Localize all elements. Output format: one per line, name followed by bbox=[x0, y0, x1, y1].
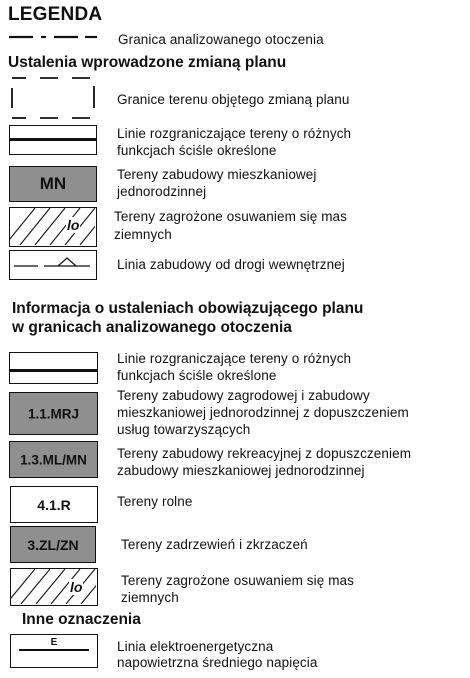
symbol-label: 1.1.MRJ bbox=[27, 406, 80, 421]
thick-line-icon bbox=[9, 352, 98, 384]
section-heading-current-plan-2: w granicach analizowanego otoczenia bbox=[12, 319, 292, 336]
legend-item-desc: Linia zabudowy od drogi wewnętrznej bbox=[117, 257, 345, 272]
section-heading-other: Inne oznaczenia bbox=[22, 611, 141, 628]
legend-item-desc: Granice terenu objętego zmianą planu bbox=[117, 92, 350, 107]
ml-mn-symbol bbox=[9, 441, 98, 478]
legend-item-desc: zabudowy mieszkaniowej jednorodzinnej bbox=[117, 463, 365, 478]
symbol-label: 4.1.R bbox=[37, 496, 71, 513]
legend-item-desc: Tereny rolne bbox=[117, 494, 193, 509]
analyzed-boundary-icon bbox=[8, 33, 98, 41]
symbol-label: MN bbox=[39, 174, 67, 193]
hatch-icon bbox=[10, 568, 98, 606]
mrj-symbol bbox=[9, 392, 98, 435]
section-heading-current-plan-1: Informacja o ustaleniach obowiązującego planu bbox=[12, 300, 364, 317]
legend-item-desc: Tereny zabudowy mieszkaniowej bbox=[117, 167, 317, 182]
building-line-icon bbox=[9, 250, 97, 280]
legend-item-desc: Tereny zadrzewień i zkrzaczeń bbox=[121, 537, 308, 552]
legend-item-desc: Linie rozgraniczające tereny o różnych bbox=[117, 126, 352, 141]
mn-symbol bbox=[9, 166, 97, 202]
symbol-label: E bbox=[50, 637, 58, 648]
power-line-icon bbox=[10, 634, 98, 668]
r-symbol bbox=[10, 486, 98, 523]
symbol-label: lo bbox=[67, 217, 80, 233]
legend-item-desc: funkcjach ściśle określone bbox=[117, 368, 277, 383]
dashed-boundary-icon bbox=[10, 76, 98, 120]
zl-zn-symbol bbox=[10, 526, 96, 563]
symbol-label: 3.ZL/ZN bbox=[27, 536, 79, 553]
hatch-icon bbox=[9, 207, 97, 247]
symbol-label: lo bbox=[70, 579, 83, 595]
legend-item-desc: napowietrzna średniego napięcia bbox=[117, 655, 318, 670]
legend-item-desc: Tereny zagrożone osuwaniem się mas bbox=[114, 209, 348, 224]
legend-item-desc: mieszkaniowej jednorodzinnej z dopuszczeniem bbox=[117, 405, 409, 420]
thick-line-icon bbox=[9, 125, 97, 155]
legend-item-desc: Linie rozgraniczające tereny o różnych bbox=[117, 351, 352, 366]
section-heading-plan-change: Ustalenia wprowadzone zmianą planu bbox=[8, 54, 287, 71]
legend-item-desc: Linia elektroenergetyczna bbox=[117, 639, 274, 654]
legend-item-desc: usług towarzyszących bbox=[117, 422, 251, 437]
legend-item-desc: ziemnych bbox=[121, 590, 179, 605]
legend-item-desc: funkcjach ściśle określone bbox=[117, 143, 277, 158]
symbol-label: 1.3.ML/MN bbox=[20, 452, 87, 467]
legend-title: LEGENDA bbox=[8, 4, 103, 25]
legend-item-desc: Tereny zagrożone osuwaniem się mas bbox=[121, 573, 355, 588]
legend-item-desc: jednorodzinnej bbox=[117, 184, 207, 199]
analyzed-boundary-label: Granica analizowanego otoczenia bbox=[118, 32, 324, 47]
legend-item-desc: Tereny zabudowy zagrodowej i zabudowy bbox=[117, 388, 370, 403]
legend-item-desc: Tereny zabudowy rekreacyjnej z dopuszczeniem bbox=[117, 446, 412, 461]
legend-item-desc: ziemnych bbox=[114, 227, 172, 242]
